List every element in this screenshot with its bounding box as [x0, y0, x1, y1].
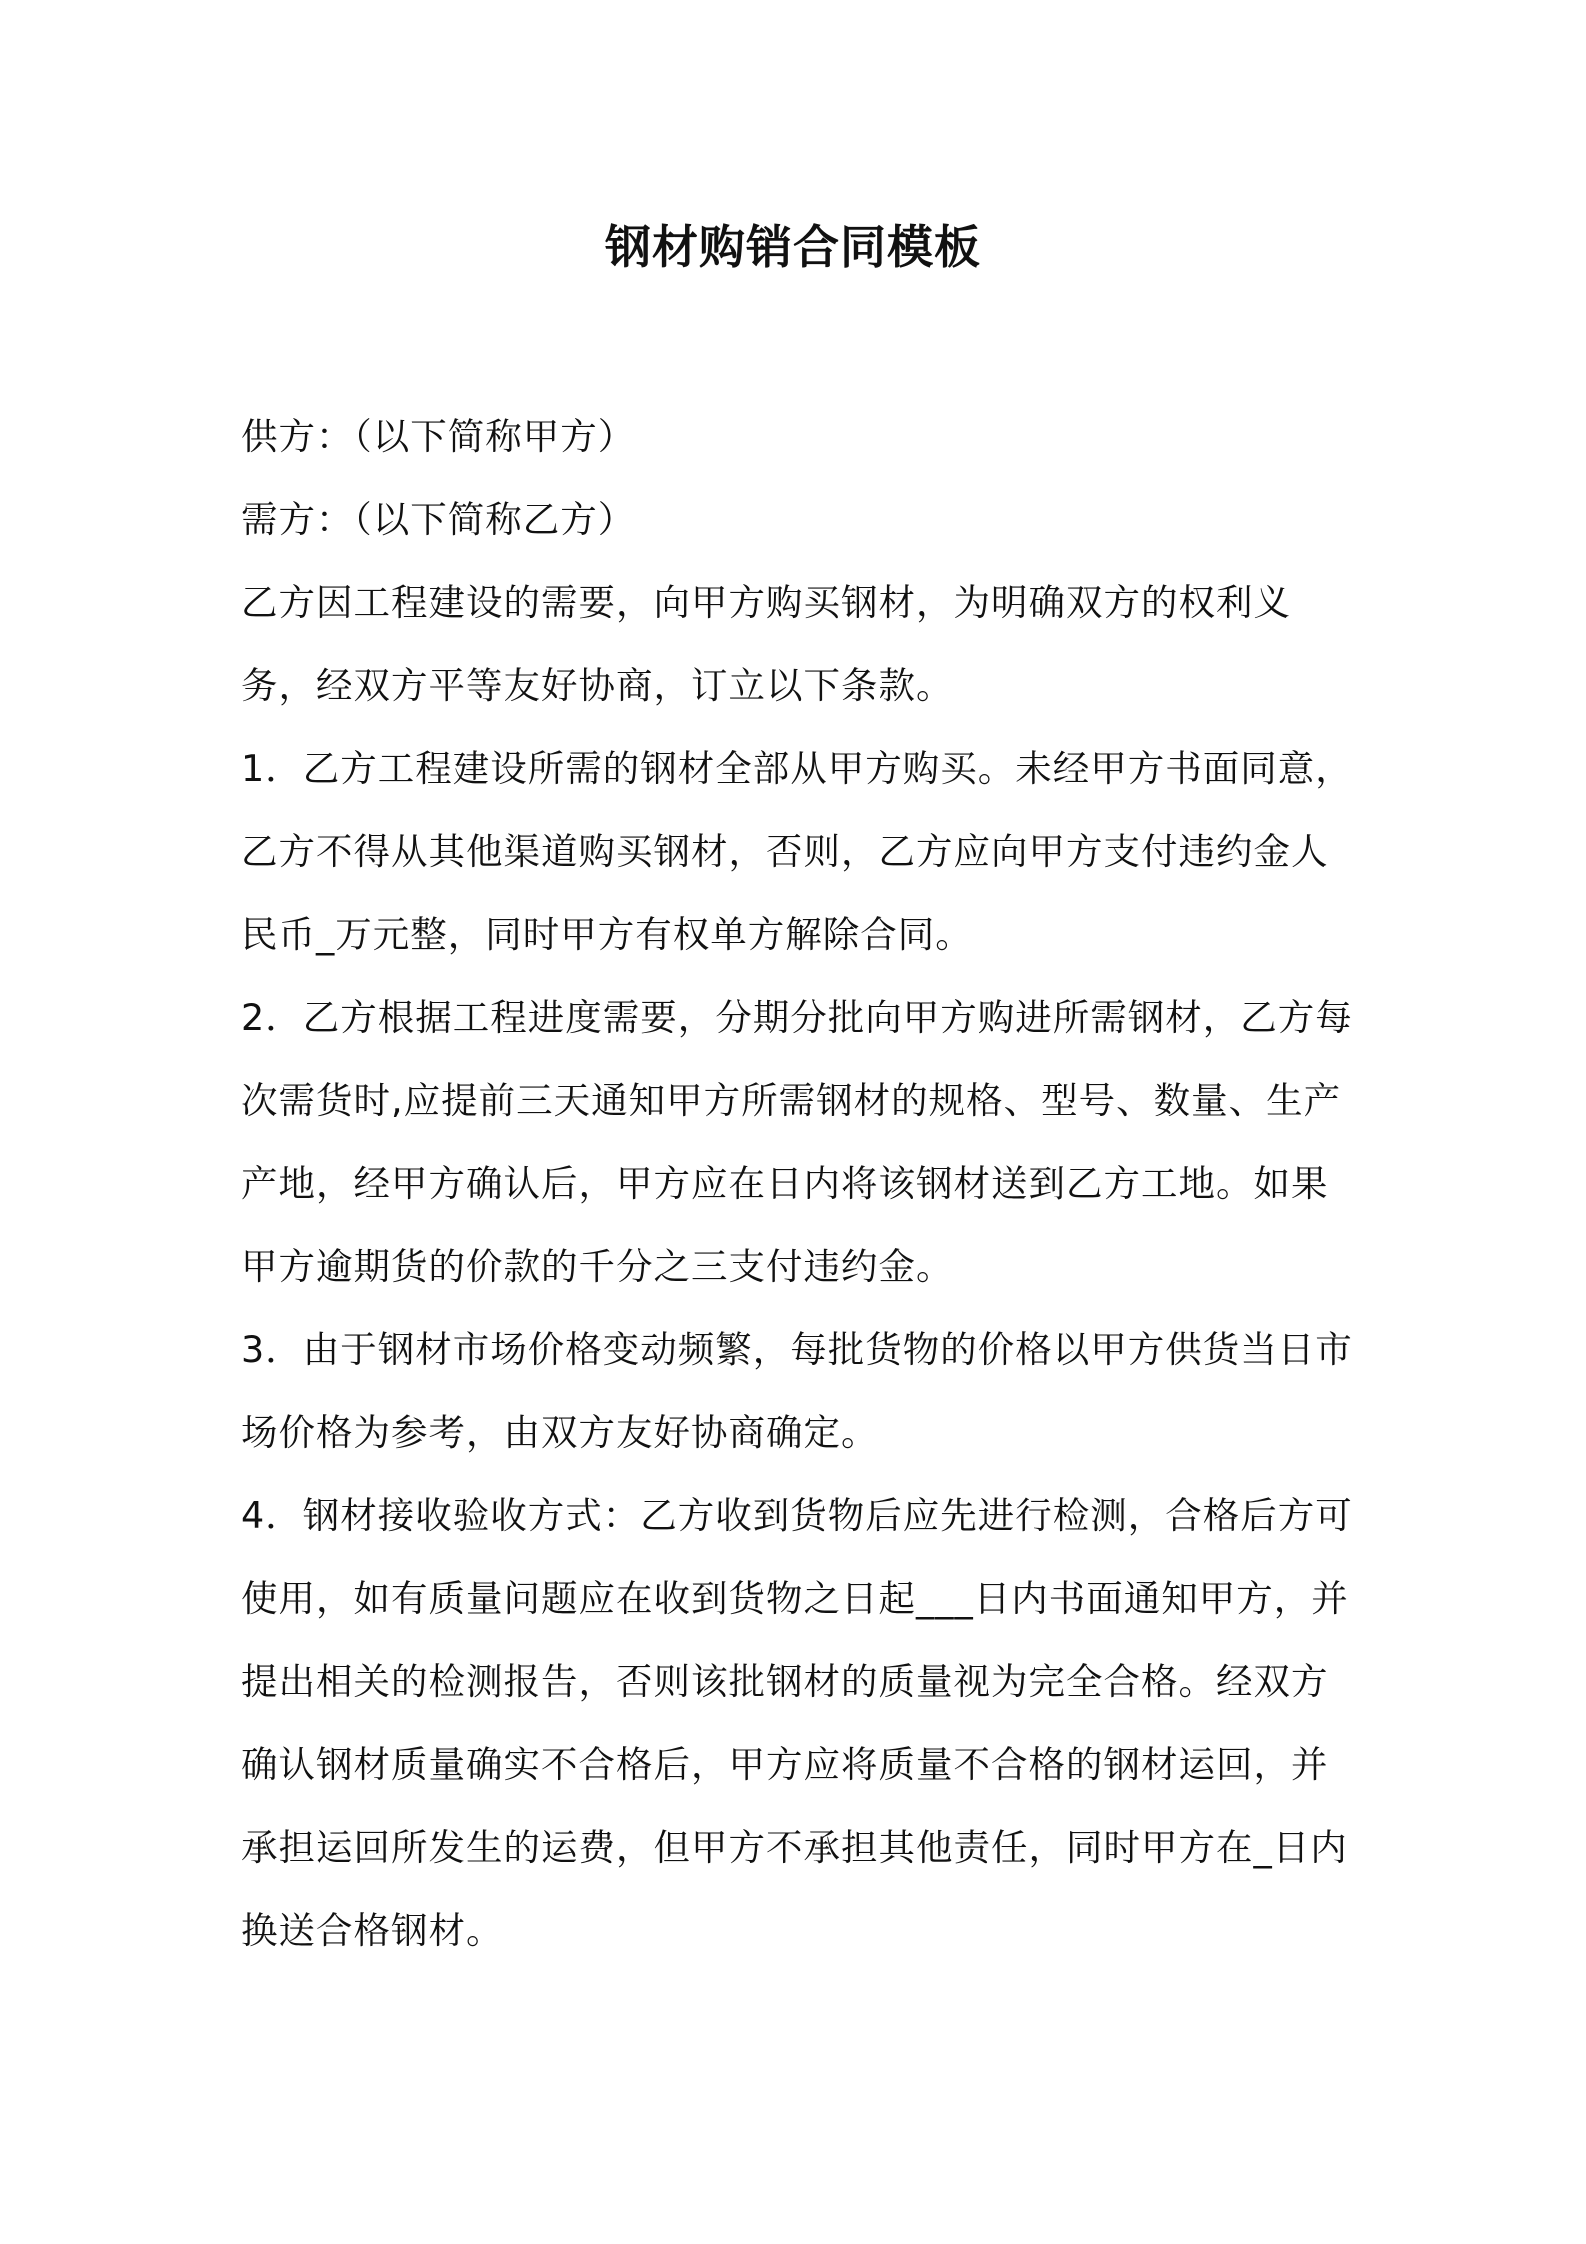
paragraph-supplier: 供方：（以下简称甲方） [241, 415, 636, 458]
paragraph-buyer: 需方：（以下简称乙方） [241, 498, 636, 541]
paragraph-clause-2: 2．乙方根据工程进度需要，分期分批向甲方购进所需钢材，乙方每次需货时,应提前三天通知甲方所需钢材的规格、型号、数量、生产产地，经甲方确认后，甲方应在日内将该钢材送到乙方工地。如果甲方逾期货的价款的千分之三支付违约金。 [241, 996, 1353, 1288]
paragraph-clause-1: 1．乙方工程建设所需的钢材全部从甲方购买。未经甲方书面同意，乙方不得从其他渠道购买钢材，否则，乙方应向甲方支付违约金人民币_万元整，同时甲方有权单方解除合同。 [241, 747, 1353, 956]
paragraph-clause-3: 3．由于钢材市场价格变动频繁，每批货物的价格以甲方供货当日市场价格为参考，由双方友好协商确定。 [241, 1328, 1353, 1454]
document-title: 钢材购销合同模板 [605, 220, 981, 274]
paragraph-preamble: 乙方因工程建设的需要，向甲方购买钢材，为明确双方的权利义务，经双方平等友好协商，订立以下条款。 [241, 581, 1291, 707]
paragraph-clause-4: 4．钢材接收验收方式：乙方收到货物后应先进行检测，合格后方可使用，如有质量问题应在收到货物之日起___日内书面通知甲方，并提出相关的检测报告，否则该批钢材的质量视为完全合格。经双方确认钢材质量确实不合格后，甲方应将质量不合格的钢材运回，并承担运回所发生的运费，但甲方不承担其他责任，同时甲方在_日内换送合格钢材。 [241, 1494, 1353, 1952]
document-body [241, 395, 1356, 1972]
